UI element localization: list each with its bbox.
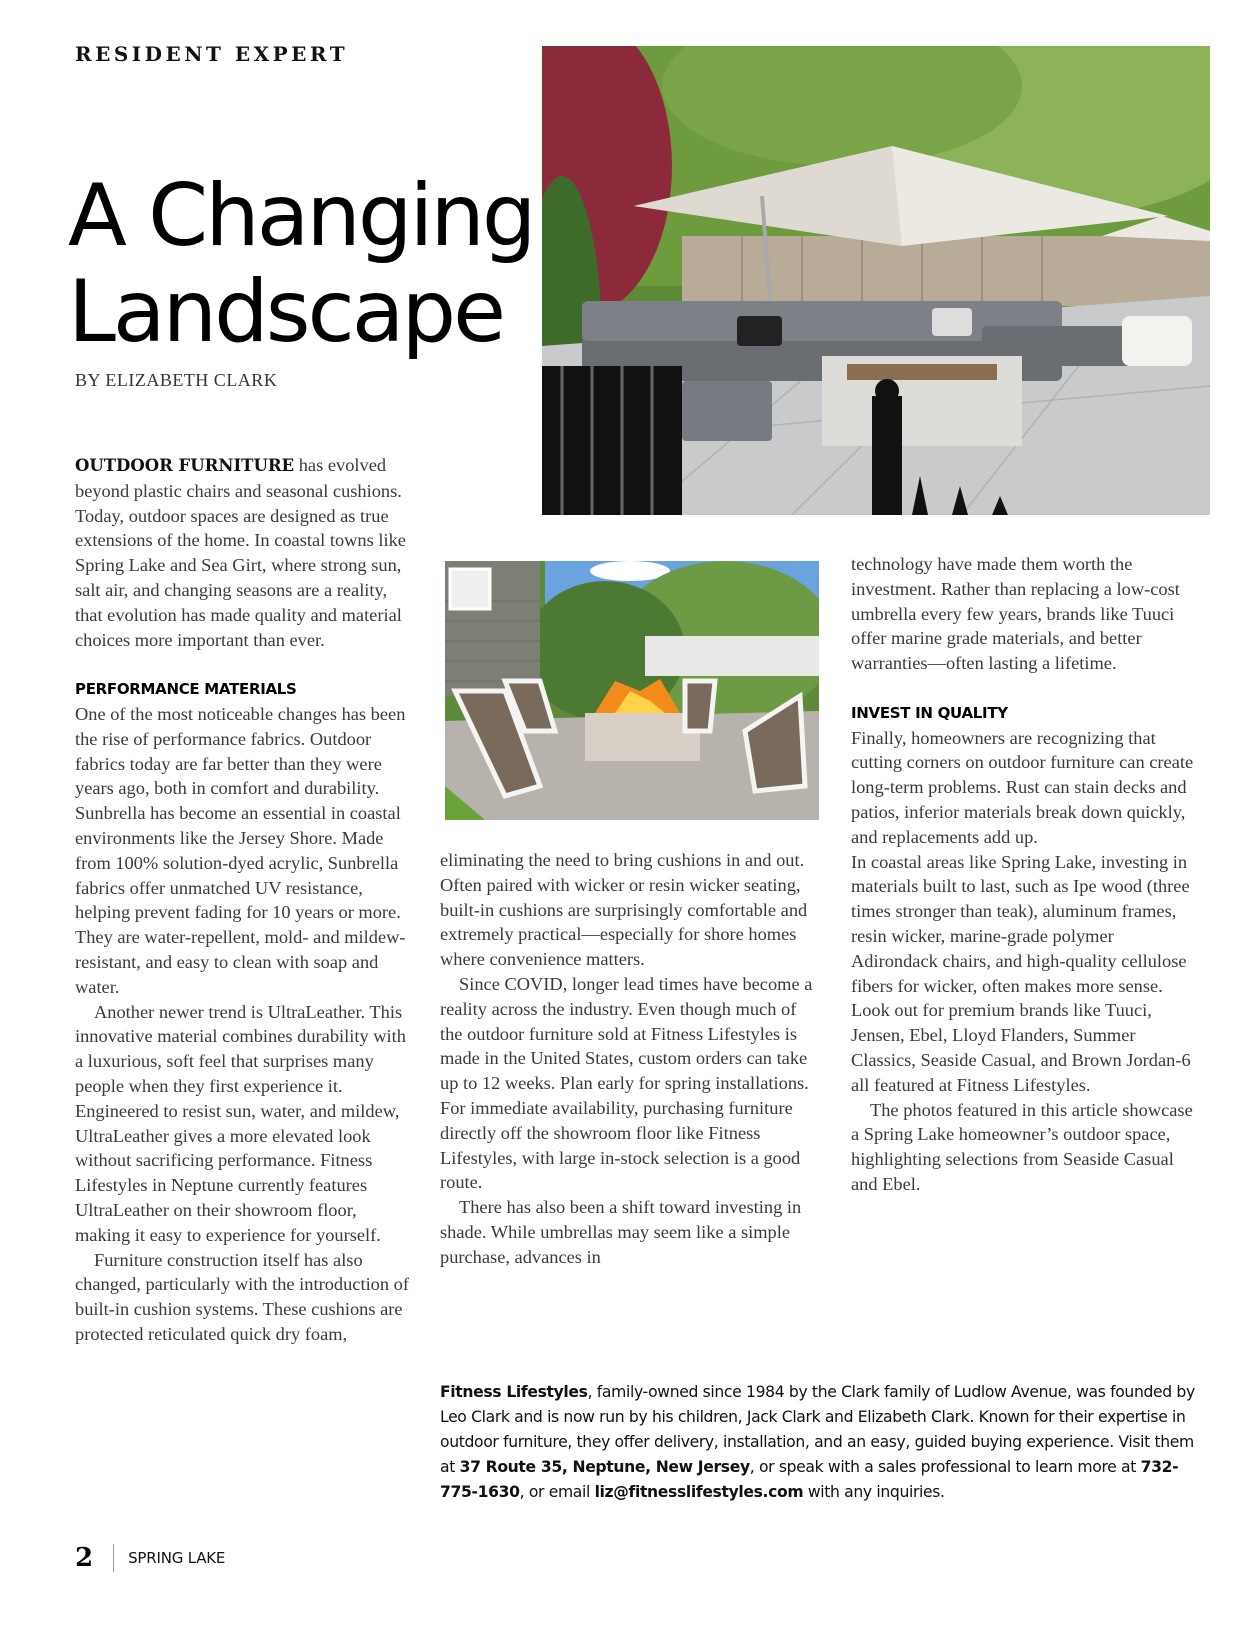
paragraph: Finally, homeowners are recognizing that cutting corners on outdoor furniture can create long-term problems. Rust can stain decks and patios, inferior materials break down quickly, and replacements add up. (851, 727, 1194, 847)
page-number: 2 (75, 1543, 94, 1573)
title-line-2: Landscape (68, 262, 503, 362)
footer-divider (113, 1544, 114, 1572)
publication-section: SPRING LAKE (128, 1549, 226, 1567)
article-column-2 (440, 848, 820, 1270)
firepit-photo (445, 561, 819, 820)
paragraph: There has also been a shift toward investing in shade. While umbrellas may seem like a simple purchase, advances in (440, 1197, 802, 1267)
bio-phone: 732-775-1630 (440, 1458, 1179, 1501)
section-kicker: RESIDENT EXPERT (75, 42, 349, 66)
bio-text: , or speak with a sales professional to learn more at (749, 1458, 1141, 1476)
intro-text: has evolved beyond plastic chairs and seasonal cushions. Today, outdoor spaces are designed as true extensions of the home. In coastal towns like Spring Lake and Sea Girt, where strong sun, salt air, and changing seasons are a reality, that evolution has made quality and material choices more important than ever. (75, 455, 406, 650)
heading-performance-materials: PERFORMANCE MATERIALS (75, 680, 297, 699)
byline: BY ELIZABETH CLARK (75, 370, 278, 390)
bio-email: liz@fitnesslifestyles.com (594, 1483, 804, 1501)
bio-text: , family-owned since 1984 by the Clark family of Ludlow Avenue, was founded by Leo Clark and is now run by his children, Jack Clark and Elizabeth Clark. Known for their expertise in outdoor furniture, they offer delivery, installation, and an easy, guided buying experience. Visit them at (440, 1383, 1195, 1476)
bio-address: 37 Route 35, Neptune, New Jersey (459, 1458, 750, 1476)
page-footer (75, 1543, 225, 1573)
article-column-3 (851, 552, 1201, 1197)
patio-photo (542, 46, 1210, 515)
author-bio (440, 1380, 1210, 1505)
paragraph: Since COVID, longer lead times have become a reality across the industry. Even though much of the outdoor furniture sold at Fitness Lifestyles is made in the United States, custom orders can take up to 12 weeks. Plan early for spring installations. For immediate availability, purchasing furniture directly off the showroom floor like Fitness Lifestyles, with large in-stock selection is a good route. (440, 973, 813, 1193)
bio-text: , or email (519, 1483, 595, 1501)
bio-text: with any inquiries. (803, 1483, 945, 1501)
heading-invest-in-quality: INVEST IN QUALITY (851, 703, 1008, 722)
paragraph: Furniture construction itself has also changed, particularly with the introduction of built-in cushion systems. These cushions are protected reticulated quick dry foam, (75, 1249, 409, 1344)
paragraph: eliminating the need to bring cushions in and out. Often paired with wicker or resin wicker seating, built-in cushions are surprisingly comfortable and extremely practical—especially for shore homes where convenience matters. (440, 850, 808, 970)
paragraph: The photos featured in this article showcase a Spring Lake homeowner’s outdoor space, highlighting selections from Seaside Casual and Ebel. (851, 1099, 1193, 1194)
paragraph: technology have made them worth the investment. Rather than replacing a low-cost umbrella every few years, brands like Tuuci offer marine grade materials, and better warranties—often lasting a lifetime. (851, 554, 1180, 674)
patio-sectional-umbrella-photo-icon (542, 46, 1210, 515)
intro-paragraph (75, 453, 415, 652)
intro-lead: OUTDOOR FURNITURE (75, 456, 295, 475)
article-column-1 (75, 453, 415, 1347)
paragraph: In coastal areas like Spring Lake, investing in materials built to last, such as Ipe wood (three times stronger than teak), aluminum frames, resin wicker, marine-grade polymer Adirondack chairs, and high-quality cellulose fibers for wicker, often makes more sense. Look out for premium brands like Tuuci, Jensen, Ebel, Lloyd Flanders, Summer Classics, Seaside Casual, and Brown Jordan-6 all featured at Fitness Lifestyles. (851, 851, 1191, 1095)
article-title (68, 168, 538, 360)
paragraph: One of the most noticeable changes has been the rise of performance fabrics. Outdoor fabrics today are far better than they were years ago, both in comfort and durability. Sunbrella has become an essential in coastal environments like the Jersey Shore. Made from 100% solution-dyed acrylic, Sunbrella fabrics offer unmatched UV resistance, helping prevent fading for 10 years or more. They are water-repellent, mold- and mildew-resistant, and easy to clean with soap and water. (75, 703, 406, 997)
paragraph: Another newer trend is UltraLeather. This innovative material combines durability with a luxurious, soft feel that surprises many people when they first experience it. Engineered to resist sun, water, and mildew, UltraLeather gives a more elevated look without sacrificing performance. Fitness Lifestyles in Neptune currently features UltraLeather on their showroom floor, making it easy to experience for yourself. (75, 1001, 406, 1245)
title-line-1: A Changing (68, 166, 534, 266)
firepit-adirondack-chairs-photo-icon (445, 561, 819, 820)
bio-company: Fitness Lifestyles (440, 1383, 588, 1401)
